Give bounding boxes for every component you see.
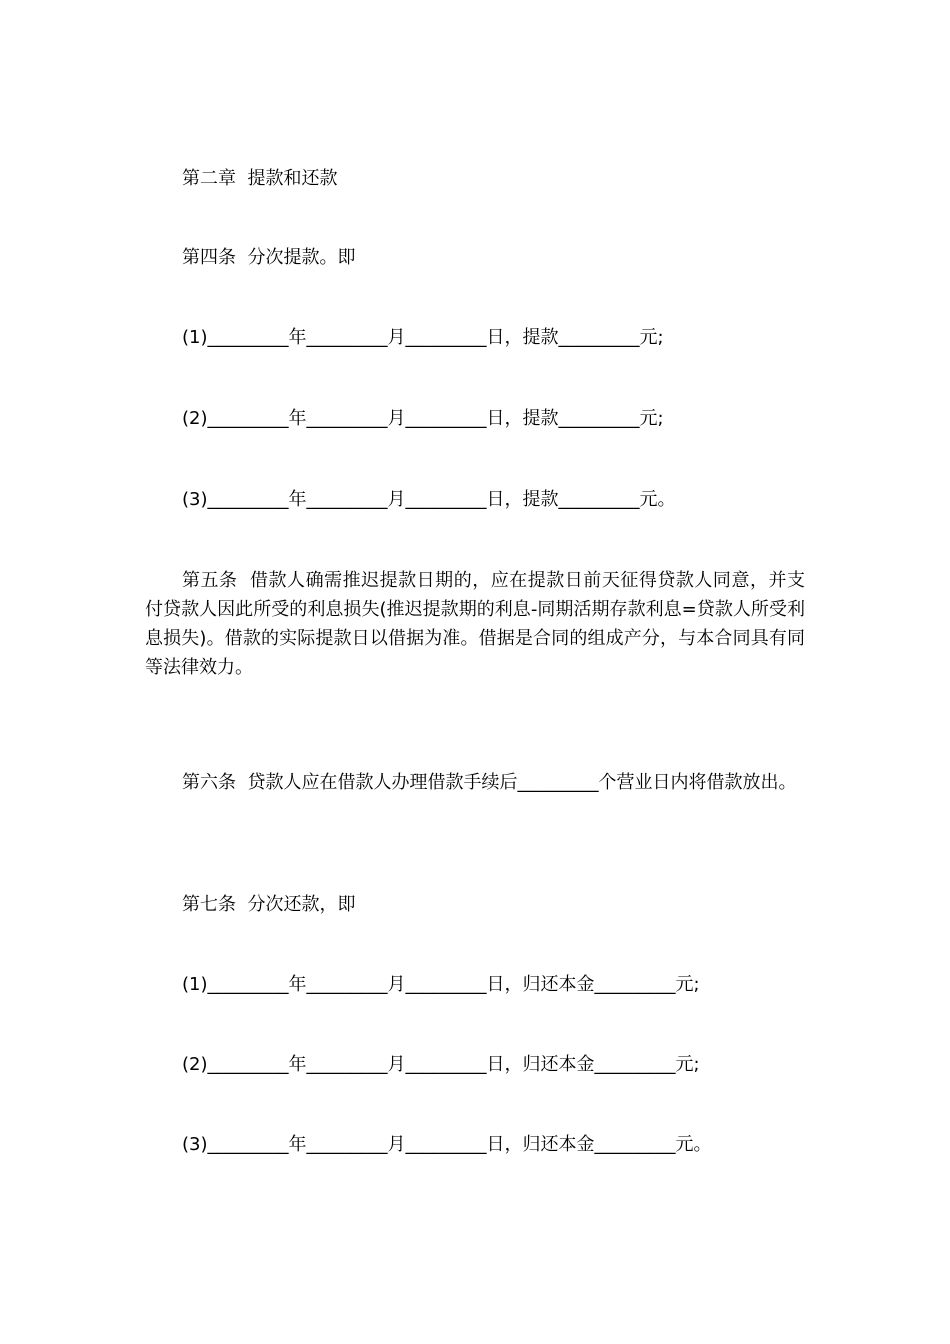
article-7-item-3: (3)_________年_________月_________日，归还本金_________元。 — [182, 1134, 712, 1155]
article-6-text: 第六条 贷款人应在借款人办理借款手续后_________个营业日内将借款放出。 — [182, 772, 797, 793]
article-7-item-2: (2)_________年_________月_________日，归还本金_________元; — [182, 1054, 700, 1075]
article-4-item-2: (2)_________年_________月_________日，提款_________元; — [182, 408, 664, 429]
chapter-title: 第二章 提款和还款 — [182, 168, 338, 189]
article-5-text: 第五条 借款人确需推迟提款日期的，应在提款日前天征得贷款人同意，并支付贷款人因此所受的利息损失(推迟提款期的利息-同期活期存款利息=贷款人所受利息损失)。借款的实际提款日以借据为准。借据是合同的组成产分，与本合同具有同等法律效力。 — [145, 570, 805, 678]
article-4-item-1: (1)_________年_________月_________日，提款_________元; — [182, 327, 664, 348]
article-7-title: 第七条 分次还款，即 — [182, 894, 356, 915]
article-4-title: 第四条 分次提款。即 — [182, 247, 356, 268]
article-7-item-1: (1)_________年_________月_________日，归还本金_________元; — [182, 974, 700, 995]
article-4-item-3: (3)_________年_________月_________日，提款_________元。 — [182, 489, 676, 510]
